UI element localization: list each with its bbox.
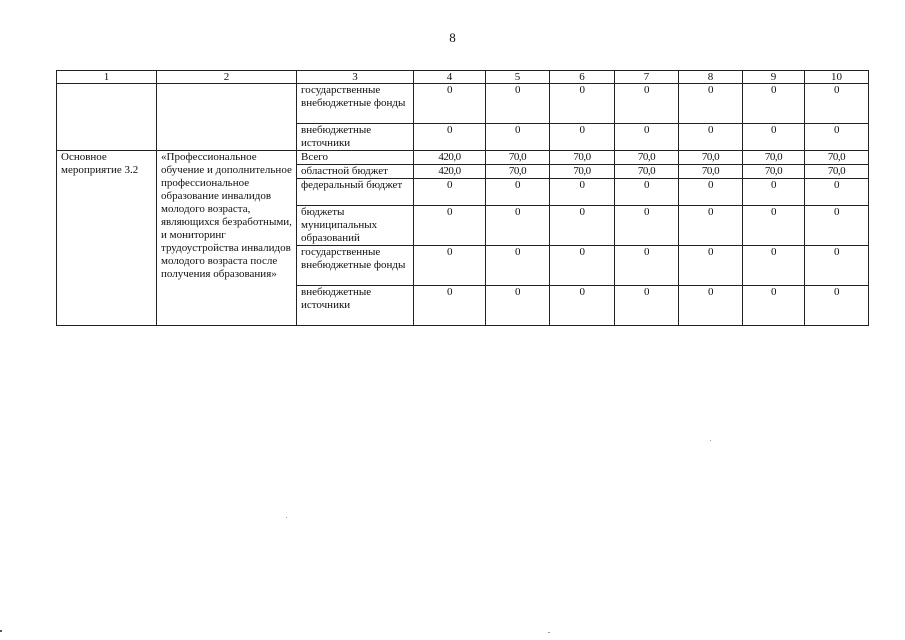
value-cell: 0 bbox=[743, 179, 805, 206]
value-cell: 420,0 bbox=[414, 151, 486, 165]
value-cell: 0 bbox=[414, 206, 486, 246]
value-cell: 0 bbox=[615, 206, 679, 246]
value-cell: 0 bbox=[486, 286, 550, 326]
empty-code-cell bbox=[57, 84, 157, 151]
scan-speck bbox=[548, 632, 550, 633]
value-cell: 0 bbox=[679, 179, 743, 206]
value-cell: 0 bbox=[805, 246, 869, 286]
value-cell: 0 bbox=[805, 206, 869, 246]
value-cell: 0 bbox=[615, 286, 679, 326]
value-cell: 0 bbox=[550, 124, 615, 151]
scan-speck bbox=[286, 517, 287, 518]
value-cell: 0 bbox=[805, 179, 869, 206]
column-header: 1 bbox=[57, 71, 157, 84]
value-cell: 0 bbox=[550, 286, 615, 326]
funding-source-cell: Всего bbox=[297, 151, 414, 165]
value-cell: 0 bbox=[486, 84, 550, 124]
value-cell: 0 bbox=[615, 124, 679, 151]
value-cell: 70,0 bbox=[550, 165, 615, 179]
value-cell: 0 bbox=[550, 246, 615, 286]
value-cell: 0 bbox=[550, 84, 615, 124]
column-header: 5 bbox=[486, 71, 550, 84]
value-cell: 70,0 bbox=[805, 151, 869, 165]
column-header: 4 bbox=[414, 71, 486, 84]
table-row bbox=[57, 84, 869, 124]
value-cell: 0 bbox=[414, 179, 486, 206]
value-cell: 0 bbox=[805, 84, 869, 124]
value-cell: 0 bbox=[486, 246, 550, 286]
value-cell: 70,0 bbox=[615, 165, 679, 179]
value-cell: 0 bbox=[486, 206, 550, 246]
column-header: 3 bbox=[297, 71, 414, 84]
funding-source-cell: государственные внебюджетные фонды bbox=[297, 246, 414, 286]
value-cell: 0 bbox=[743, 246, 805, 286]
activity-code-cell: Основное мероприятие 3.2 bbox=[57, 151, 157, 326]
value-cell: 70,0 bbox=[486, 165, 550, 179]
value-cell: 70,0 bbox=[486, 151, 550, 165]
value-cell: 0 bbox=[550, 179, 615, 206]
value-cell: 0 bbox=[615, 246, 679, 286]
value-cell: 0 bbox=[414, 124, 486, 151]
value-cell: 0 bbox=[414, 246, 486, 286]
funding-source-cell: государственные внебюджетные фонды bbox=[297, 84, 414, 124]
value-cell: 70,0 bbox=[679, 165, 743, 179]
value-cell: 420,0 bbox=[414, 165, 486, 179]
value-cell: 0 bbox=[743, 286, 805, 326]
column-number-row bbox=[57, 71, 869, 84]
scan-speck bbox=[0, 630, 2, 632]
column-header: 8 bbox=[679, 71, 743, 84]
value-cell: 0 bbox=[679, 124, 743, 151]
funding-source-cell: областной бюджет bbox=[297, 165, 414, 179]
budget-table bbox=[56, 70, 869, 326]
page-number: 8 bbox=[449, 30, 456, 45]
value-cell: 70,0 bbox=[743, 151, 805, 165]
value-cell: 0 bbox=[414, 84, 486, 124]
value-cell: 0 bbox=[743, 124, 805, 151]
funding-source-cell: федеральный бюджет bbox=[297, 179, 414, 206]
value-cell: 70,0 bbox=[679, 151, 743, 165]
empty-name-cell bbox=[157, 84, 297, 151]
column-header: 10 bbox=[805, 71, 869, 84]
column-header: 6 bbox=[550, 71, 615, 84]
value-cell: 0 bbox=[679, 286, 743, 326]
column-header: 9 bbox=[743, 71, 805, 84]
funding-source-cell: бюджеты муниципальных образований bbox=[297, 206, 414, 246]
funding-source-cell: внебюджетные источники bbox=[297, 124, 414, 151]
table-row bbox=[57, 151, 869, 165]
value-cell: 0 bbox=[679, 84, 743, 124]
value-cell: 0 bbox=[679, 206, 743, 246]
value-cell: 0 bbox=[805, 286, 869, 326]
value-cell: 0 bbox=[615, 84, 679, 124]
activity-name-cell: «Профессиональное обучение и дополнительное профессиональное образование инвалидов молодого возраста, являющихся безработными, и мониторинг трудоустройства инвалидов молодого возраста после получения образования» bbox=[157, 151, 297, 326]
value-cell: 0 bbox=[743, 206, 805, 246]
value-cell: 70,0 bbox=[743, 165, 805, 179]
value-cell: 0 bbox=[615, 179, 679, 206]
value-cell: 70,0 bbox=[805, 165, 869, 179]
value-cell: 0 bbox=[679, 246, 743, 286]
value-cell: 0 bbox=[486, 124, 550, 151]
value-cell: 70,0 bbox=[615, 151, 679, 165]
value-cell: 0 bbox=[743, 84, 805, 124]
funding-source-cell: внебюджетные источники bbox=[297, 286, 414, 326]
value-cell: 0 bbox=[550, 206, 615, 246]
value-cell: 0 bbox=[414, 286, 486, 326]
column-header: 2 bbox=[157, 71, 297, 84]
scan-speck bbox=[710, 440, 711, 441]
column-header: 7 bbox=[615, 71, 679, 84]
value-cell: 70,0 bbox=[550, 151, 615, 165]
value-cell: 0 bbox=[805, 124, 869, 151]
value-cell: 0 bbox=[486, 179, 550, 206]
